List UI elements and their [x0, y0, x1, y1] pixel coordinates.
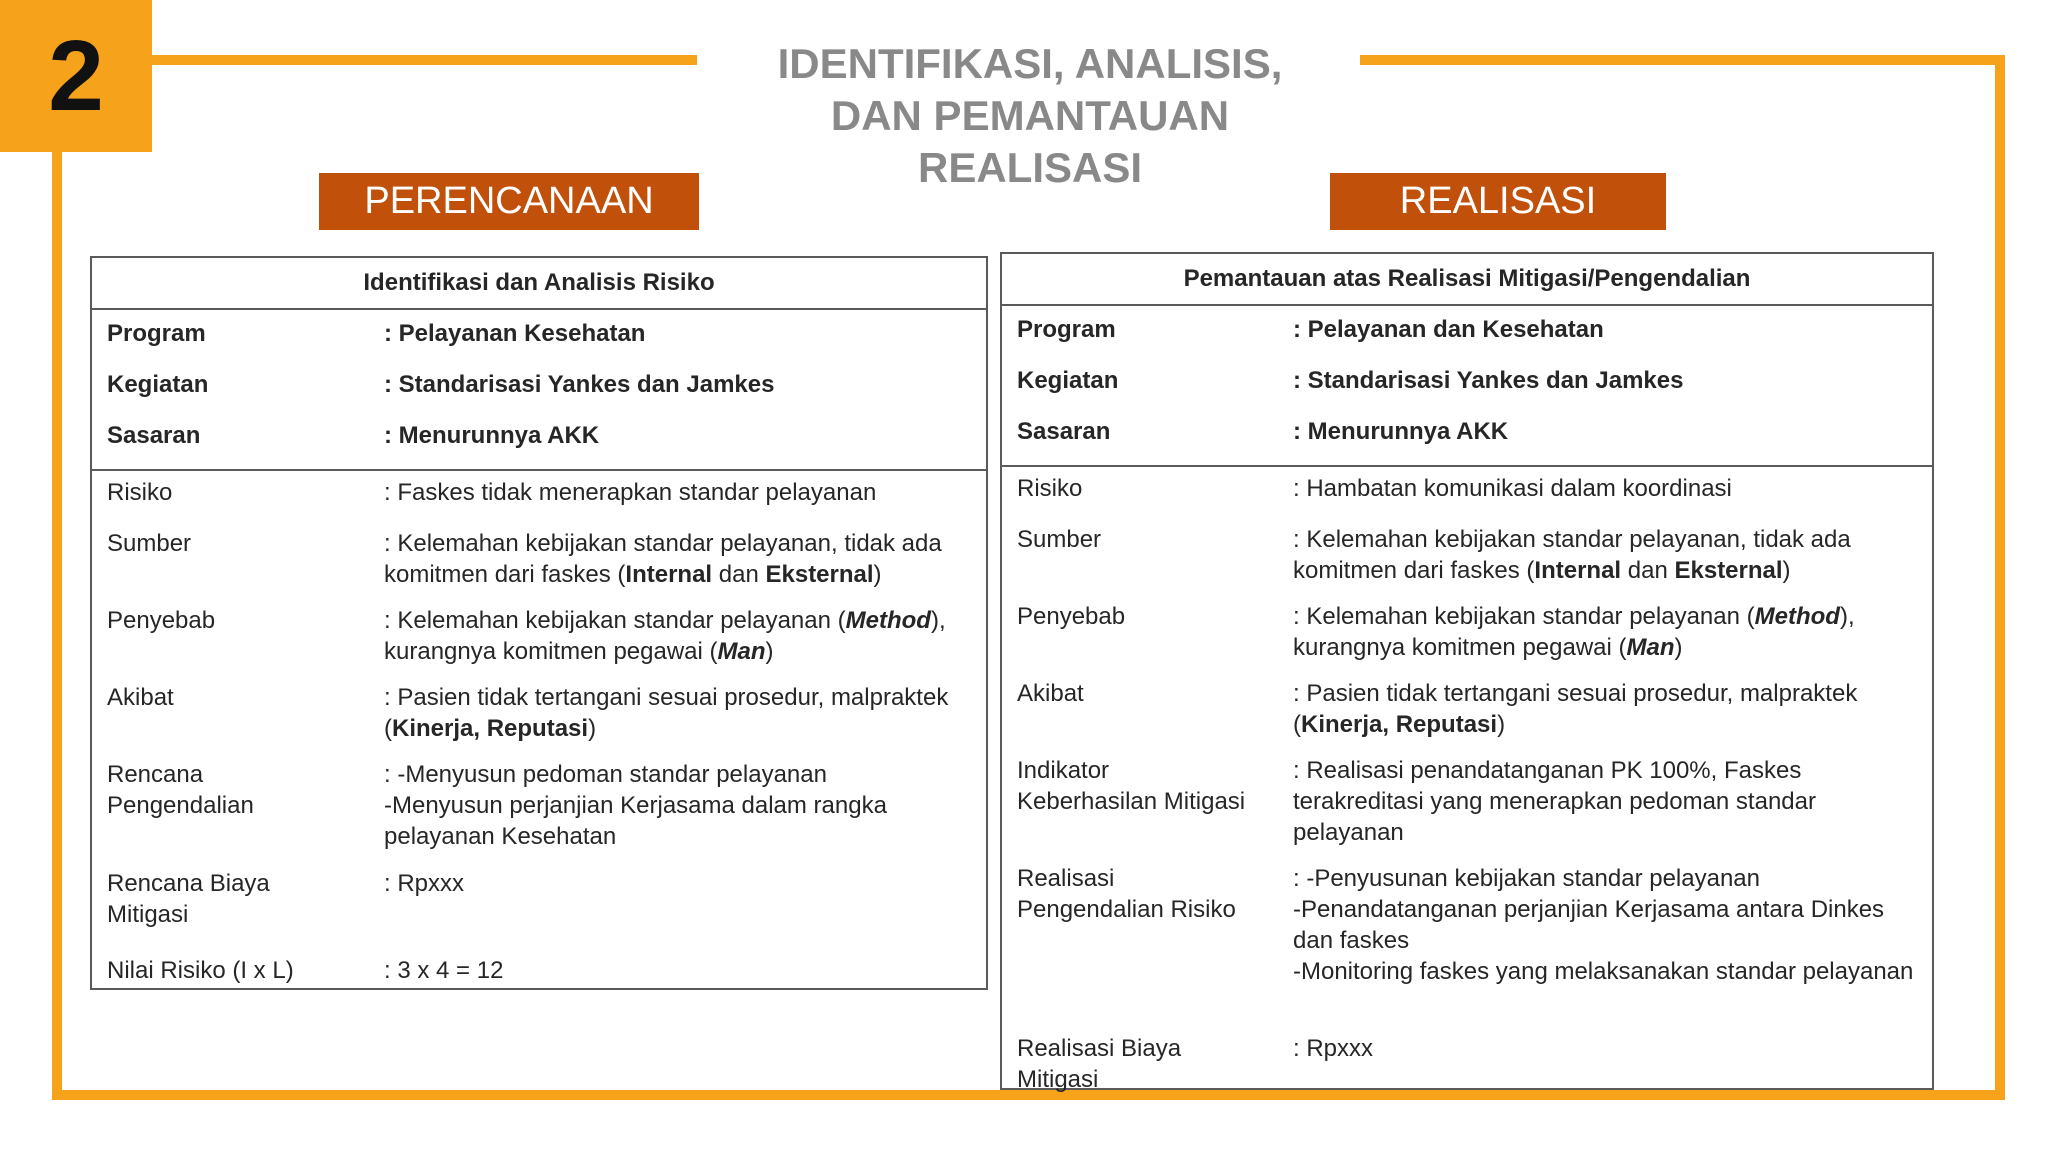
program-row: [92, 316, 986, 367]
risiko-row: [1002, 473, 1932, 524]
title-line-2: DAN PEMANTAUAN: [830, 92, 1230, 139]
frame-top-left-line: [152, 55, 697, 65]
realization-panel: [1000, 252, 1934, 1093]
realization-details: [1002, 467, 1932, 1099]
risiko-label: Risiko: [1017, 475, 1083, 502]
sasaran-row: [92, 418, 986, 469]
slide-title: [720, 38, 1340, 194]
akibat-label: Akibat: [107, 684, 174, 711]
sumber-row: [92, 528, 986, 605]
sumber-value: : Kelemahan kebijakan standar pelayanan, tidak ada komitmen dari faskes (Internal dan Eksternal): [384, 530, 942, 588]
program-value: : Pelayanan Kesehatan: [384, 320, 646, 347]
sasaran-row: [1002, 414, 1932, 465]
realisasi-biaya-row: [1002, 1033, 1932, 1095]
sasaran-value: : Menurunnya AKK: [384, 422, 600, 449]
indikator-label: Indikator Keberhasilan Mitigasi: [1017, 757, 1246, 815]
realisasi-text: REALISASI: [1399, 180, 1597, 222]
rencana-pengendalian-row: [92, 759, 986, 868]
risiko-label: Risiko: [107, 479, 173, 506]
nilai-risiko-row: [92, 955, 986, 986]
section-number-badge: [0, 0, 152, 152]
rencana-biaya-value: : Rpxxx: [384, 870, 465, 897]
rencana-biaya-row: [92, 868, 986, 955]
risiko-row: [92, 477, 986, 528]
kegiatan-label: Kegiatan: [1017, 367, 1119, 394]
realisasi-pengendalian-value: : -Penyusunan kebijakan standar pelayanan -Penandatanganan perjanjian Kerjasama antara Dinkes dan faskes -Monitoring faskes yang melaksanakan standar pelayanan: [1293, 865, 1914, 985]
penyebab-value: : Kelemahan kebijakan standar pelayanan (Method), kurangnya komitmen pegawai (Man): [1293, 603, 1855, 661]
program-label: Program: [107, 320, 206, 347]
penyebab-row: [1002, 601, 1932, 678]
planning-panel: [90, 256, 988, 990]
realisasi-label: [1330, 173, 1666, 230]
frame-top-right-line: [1360, 55, 2005, 65]
perencanaan-label: [319, 173, 699, 230]
section-number: 2: [48, 20, 104, 132]
sumber-row: [1002, 524, 1932, 601]
risiko-value: : Faskes tidak menerapkan standar pelayanan: [384, 479, 877, 506]
akibat-row: [1002, 678, 1932, 755]
realisasi-biaya-value: : Rpxxx: [1293, 1035, 1374, 1062]
sumber-label: Sumber: [1017, 526, 1102, 553]
akibat-label: Akibat: [1017, 680, 1084, 707]
sasaran-label: Sasaran: [1017, 418, 1111, 445]
title-line-1: IDENTIFIKASI, ANALISIS,: [777, 40, 1283, 87]
realization-summary: [1002, 306, 1932, 467]
planning-panel-header: Identifikasi dan Analisis Risiko: [92, 258, 986, 310]
indikator-value: : Realisasi penandatanganan PK 100%, Faskes terakreditasi yang menerapkan pedoman standar pelayanan: [1293, 757, 1816, 846]
penyebab-label: Penyebab: [1017, 603, 1126, 630]
sasaran-label: Sasaran: [107, 422, 201, 449]
kegiatan-value: : Standarisasi Yankes dan Jamkes: [384, 371, 775, 398]
penyebab-row: [92, 605, 986, 682]
frame-left-line: [52, 150, 62, 1100]
akibat-value: : Pasien tidak tertangani sesuai prosedur, malpraktek (Kinerja, Reputasi): [384, 684, 949, 742]
rencana-biaya-label: Rencana Biaya Mitigasi: [107, 870, 270, 928]
nilai-risiko-label: Nilai Risiko (I x L): [107, 957, 294, 984]
realization-panel-header: Pemantauan atas Realisasi Mitigasi/Pengendalian: [1002, 254, 1932, 306]
program-row: [1002, 312, 1932, 363]
title-line-3: REALISASI: [917, 144, 1143, 191]
indikator-row: [1002, 755, 1932, 863]
kegiatan-row: [92, 367, 986, 418]
penyebab-label: Penyebab: [107, 607, 216, 634]
frame-right-line: [1995, 55, 2005, 1100]
akibat-row: [92, 682, 986, 759]
akibat-value: : Pasien tidak tertangani sesuai prosedur, malpraktek (Kinerja, Reputasi): [1293, 680, 1858, 738]
sumber-value: : Kelemahan kebijakan standar pelayanan, tidak ada komitmen dari faskes (Internal dan Eksternal): [1293, 526, 1851, 584]
kegiatan-value: : Standarisasi Yankes dan Jamkes: [1293, 367, 1684, 394]
planning-summary: [92, 310, 986, 471]
kegiatan-label: Kegiatan: [107, 371, 209, 398]
realisasi-biaya-label: Realisasi Biaya Mitigasi: [1017, 1035, 1182, 1093]
program-label: Program: [1017, 316, 1116, 343]
rencana-pengendalian-label: Rencana Pengendalian: [107, 761, 254, 819]
nilai-risiko-value: : 3 x 4 = 12: [384, 957, 504, 984]
realisasi-pengendalian-row: [1002, 863, 1932, 1033]
risiko-value: : Hambatan komunikasi dalam koordinasi: [1293, 475, 1732, 502]
sumber-label: Sumber: [107, 530, 192, 557]
realisasi-pengendalian-label: Realisasi Pengendalian Risiko: [1017, 865, 1236, 923]
planning-details: [92, 471, 986, 990]
perencanaan-text: PERENCANAAN: [364, 180, 654, 222]
rencana-pengendalian-value: : -Menyusun pedoman standar pelayanan -Menyusun perjanjian Kerjasama dalam rangka pelayanan Kesehatan: [384, 761, 887, 850]
sasaran-value: : Menurunnya AKK: [1293, 418, 1509, 445]
penyebab-value: : Kelemahan kebijakan standar pelayanan (Method), kurangnya komitmen pegawai (Man): [384, 607, 946, 665]
kegiatan-row: [1002, 363, 1932, 414]
program-value: : Pelayanan dan Kesehatan: [1293, 316, 1604, 343]
